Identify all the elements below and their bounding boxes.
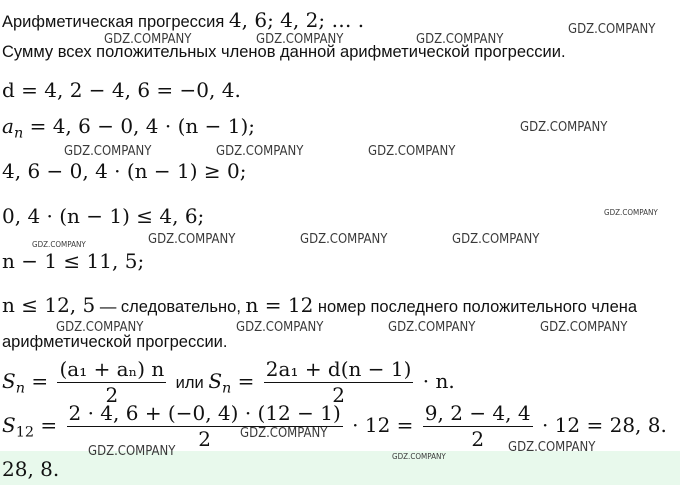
sum12-fraction-2-numerator: 9, 2 − 4, 4 (424, 401, 531, 425)
nth-term-line (2, 114, 255, 141)
sum-symbol-2: S (208, 369, 223, 393)
watermark: GDZ.COMPANY (540, 320, 628, 335)
watermark: GDZ.COMPANY (32, 240, 86, 249)
watermark: GDZ.COMPANY (520, 120, 608, 135)
sum-fraction-1-denominator: 2 (105, 383, 119, 407)
sum-or-text: или (175, 374, 209, 392)
nth-term-subscript: n (13, 125, 24, 142)
sum-symbol: S (2, 369, 16, 393)
sum12-fraction-1 (67, 402, 343, 451)
sum12-fraction-1-denominator: 2 (198, 427, 212, 451)
problem-title-text: Арифметическая прогрессия (2, 13, 229, 31)
watermark: GDZ.COMPANY (388, 320, 476, 335)
problem-title-math: 4, 6; 4, 2; … . (228, 8, 365, 32)
last-term-text-1: — следовательно, (95, 298, 246, 316)
sum-equals-2: = (231, 369, 261, 393)
watermark: GDZ.COMPANY (508, 440, 596, 455)
watermark: GDZ.COMPANY (216, 144, 304, 159)
sum-subscript-2: n (222, 380, 232, 397)
last-term-index: n = 12 (245, 293, 314, 317)
watermark: GDZ.COMPANY (300, 232, 388, 247)
watermark: GDZ.COMPANY (236, 320, 324, 335)
sum12-fraction-2 (423, 402, 533, 451)
nth-term-symbol: a (2, 114, 14, 138)
sum12-equals: = (34, 413, 64, 437)
sum-calc-line (2, 402, 667, 451)
sum-fraction-1 (57, 358, 166, 407)
inequality-line-3: n − 1 ≤ 11, 5; (2, 249, 145, 273)
last-term-text-2: номер последнего положительного члена (313, 298, 638, 316)
sum-subscript: n (15, 380, 25, 397)
watermark: GDZ.COMPANY (368, 144, 456, 159)
problem-title (2, 8, 364, 32)
answer-highlight (0, 451, 680, 485)
sum12-tail: · 12 = 28, 8. (535, 413, 667, 437)
sum-fraction-2-numerator: 2a₁ + d(n − 1) (265, 357, 412, 381)
watermark: GDZ.COMPANY (148, 232, 236, 247)
sum-formula-tail: · n. (416, 369, 455, 393)
sum12-symbol: S (2, 413, 16, 437)
watermark: GDZ.COMPANY (56, 320, 144, 335)
watermark: GDZ.COMPANY (256, 32, 344, 47)
watermark: GDZ.COMPANY (604, 208, 658, 217)
inequality-line-2: 0, 4 · (n − 1) ≤ 4, 6; (2, 204, 205, 228)
sum-formula-line (2, 358, 455, 407)
sum12-subscript: 12 (15, 424, 35, 441)
difference-line: d = 4, 2 − 4, 6 = −0, 4. (2, 78, 241, 102)
sum12-mid: · 12 = (345, 413, 420, 437)
nth-term-expression: = 4, 6 − 0, 4 · (n − 1); (23, 114, 255, 138)
sum12-fraction-1-numerator: 2 · 4, 6 + (−0, 4) · (12 − 1) (68, 401, 341, 425)
watermark: GDZ.COMPANY (104, 32, 192, 47)
watermark: GDZ.COMPANY (88, 444, 176, 459)
answer-value: 28, 8. (2, 457, 60, 481)
inequality-line-1: 4, 6 − 0, 4 · (n − 1) ≥ 0; (2, 159, 247, 183)
last-term-line (2, 293, 637, 317)
watermark: GDZ.COMPANY (240, 426, 328, 441)
watermark: GDZ.COMPANY (416, 32, 504, 47)
sum12-fraction-2-denominator: 2 (471, 427, 485, 451)
problem-task: Сумму всех положительных членов данной арифметической прогрессии. (2, 43, 566, 61)
watermark: GDZ.COMPANY (568, 22, 656, 37)
last-term-bound: n ≤ 12, 5 (2, 293, 96, 317)
watermark: GDZ.COMPANY (392, 452, 446, 461)
watermark: GDZ.COMPANY (64, 144, 152, 159)
watermark: GDZ.COMPANY (452, 232, 540, 247)
sum-fraction-1-numerator: (a₁ + aₙ) n (59, 357, 165, 381)
last-term-text-3: арифметической прогрессии. (2, 333, 228, 351)
sum-fraction-2 (264, 358, 414, 407)
sum-equals: = (24, 369, 55, 393)
sum-fraction-2-denominator: 2 (332, 383, 345, 407)
